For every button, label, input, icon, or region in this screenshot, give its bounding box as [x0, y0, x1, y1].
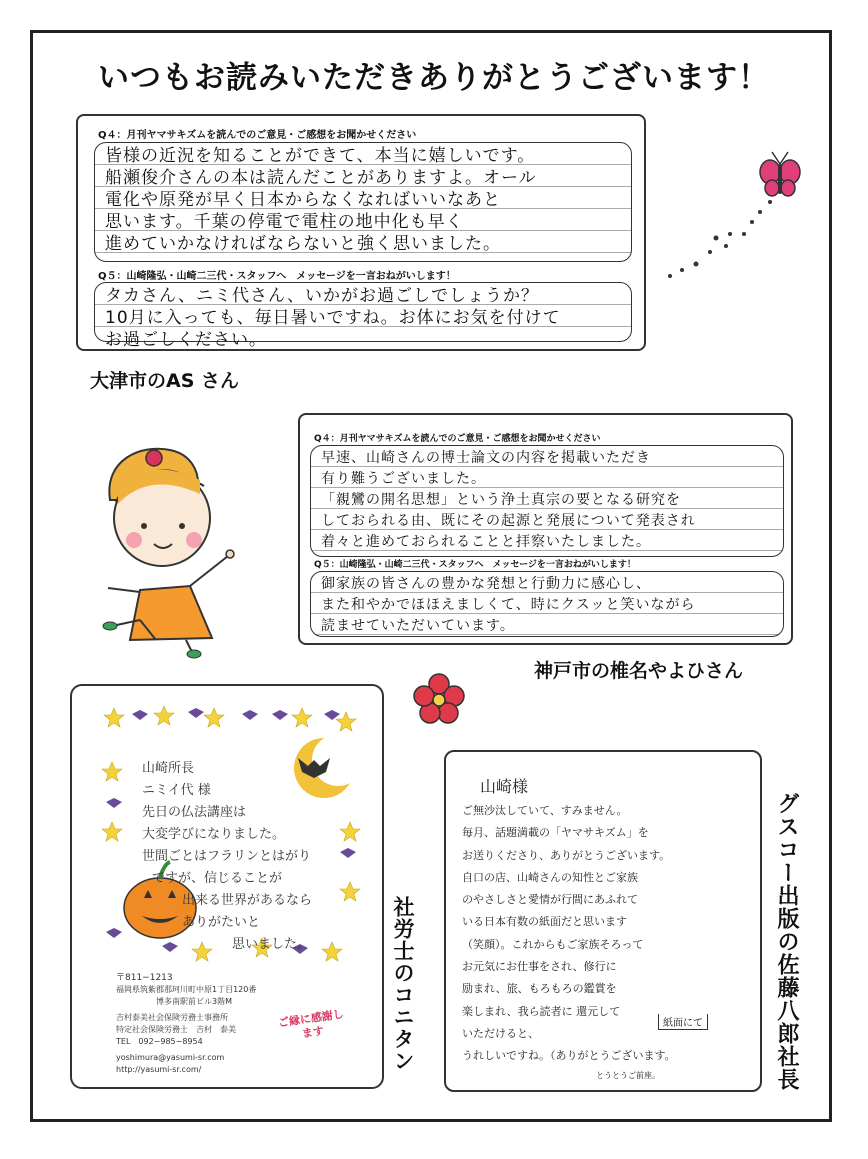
answer-line: 早速、山崎さんの博士論文の内容を掲載いただき — [321, 450, 651, 466]
answer-line: 有り難うございました。 — [321, 471, 486, 487]
answer-line: 思います。千葉の停電で電柱の地中化も早く — [105, 212, 464, 232]
postal-code: 〒811−1213 — [116, 973, 173, 983]
caption-kobe: 神戸市の椎名やよひさん — [534, 660, 744, 682]
hand-line: いる日本有数の紙面だと思います — [462, 915, 627, 929]
answer-line: 進めていかなければならないと強く思いました。 — [105, 234, 501, 254]
q4-answer — [310, 445, 784, 557]
thanks-stamp: ご縁に感謝します — [277, 1007, 345, 1041]
girl-illustration — [100, 440, 270, 660]
answer-line: 10月に入っても、毎日暑いですね。お体にお気を付けて — [105, 308, 561, 328]
answer-line: 読ませていただいています。 — [321, 618, 515, 634]
address-line: 福岡県筑紫郡那珂川町中原1丁目120番 — [116, 985, 257, 994]
hand-line: 思いました。 — [232, 937, 311, 952]
butterfly-trail — [668, 200, 772, 278]
q5-label: Q５：山崎隆弘・山崎二三代・スタッフへ メッセージを一言おねがいします！ — [314, 560, 636, 570]
q5-answer — [310, 571, 784, 637]
q4-answer — [94, 142, 632, 262]
answer-line: 「親鸞の開名思想」という浄土真宗の要となる研究を — [321, 492, 681, 508]
letter-insert: 紙面にて — [658, 1014, 708, 1030]
hand-line: 山崎所長 — [142, 761, 195, 776]
caption-letter: グスコー出版の佐藤八郎社長 — [774, 792, 799, 1091]
card-letter — [444, 750, 762, 1092]
butterfly-icon — [660, 150, 810, 290]
hand-line: ありがたいと — [182, 915, 261, 930]
answer-line: しておられる由、既にその起源と発展について発表され — [321, 513, 696, 529]
hand-line: ですが、信じることが — [152, 871, 283, 886]
page-title: いつもお読みいただきありがとうございます！ — [98, 60, 770, 96]
hand-line: （笑顔）。これからもご家族そろって — [462, 937, 644, 951]
hand-line: お元気にお仕事をされ、修行に — [462, 960, 617, 974]
answer-line: タカさん、ニミ代さん、いかがお過ごしでしょうか？ — [105, 286, 540, 306]
q5-label: Q５：山崎隆弘・山崎二三代・スタッフへ メッセージを一言おねがいします！ — [98, 271, 456, 282]
q5-answer — [94, 282, 632, 350]
flower-icon — [412, 672, 466, 726]
caption-otsu: 大津市のAS さん — [90, 370, 240, 392]
q4-label: Q４：月刊ヤマサキズムを読んでのご意見・ご感想をお聞かせください — [314, 434, 601, 444]
hand-line: 山崎様 — [480, 777, 529, 796]
answer-line: 船瀬俊介さんの本は読んだことがありますよ。オール — [105, 168, 537, 188]
owner-name: 特定社会保険労務士 吉村 泰美 — [116, 1025, 236, 1034]
hand-line: 出来る世界があるなら — [182, 893, 313, 908]
answer-line: また和やかでほほえましくて、時にクスッと笑いながら — [321, 597, 696, 613]
card-otsu — [76, 114, 646, 351]
hand-line: ご無沙汰していて、すみません。 — [462, 804, 628, 817]
address-line: 博多南駅前ビル3階M — [156, 997, 232, 1006]
card-postcard — [70, 684, 384, 1089]
hand-line: ニミイ代 様 — [142, 783, 211, 798]
q4-label: Q４：月刊ヤマサキズムを読んでのご意見・ご感想をお聞かせください — [98, 130, 417, 141]
caption-postcard: 社労士のコニタン — [391, 896, 415, 1072]
letter-signature: とうとうご前座。 — [596, 1071, 660, 1080]
office-name: 吉村泰美社会保険労務士事務所 — [116, 1013, 228, 1022]
postcard-address — [116, 972, 256, 1076]
email: yoshimura@yasumi-sr.com — [116, 1053, 225, 1062]
card-kobe — [298, 413, 793, 645]
hand-line: 先日の仏法講座は — [142, 805, 247, 820]
hand-line: いただけると、 — [462, 1026, 539, 1040]
hand-line: お送りくださり、ありがとうございます。 — [462, 848, 671, 862]
hand-line: 励まれ、旅、もろもろの鑑賞を — [462, 982, 617, 996]
hand-line: 自口の店、山崎さんの知性とご家族 — [462, 870, 638, 884]
postcard-handwriting — [142, 758, 362, 956]
butterfly-body — [760, 152, 800, 196]
hand-line: のやさしさと愛情が行間にあふれて — [462, 893, 638, 907]
phone: TEL 092−985−8954 — [116, 1037, 203, 1046]
hand-line: 大変学びになりました。 — [142, 827, 286, 842]
answer-line: 着々と進めておられることと拝察いたしました。 — [321, 534, 651, 550]
hand-line: 毎月、話題満載の「ヤマサキズム」を — [462, 826, 649, 840]
hand-line: うれしいですね。（ありがとうございます。 — [462, 1049, 676, 1063]
answer-line: 皆様の近況を知ることができて、本当に嬉しいです。 — [105, 146, 536, 166]
hand-line: 楽しまれ、我ら読者に 還元して — [462, 1004, 621, 1018]
website: http://yasumi-sr.com/ — [116, 1065, 202, 1074]
answer-line: お過ごしください。 — [105, 330, 267, 350]
answer-line: 電化や原発が早く日本からなくなればいいなあと — [105, 190, 501, 210]
hand-line: 世間ごとはフラリンとはがり — [142, 849, 312, 864]
answer-line: 御家族の皆さんの豊かな発想と行動力に感心し、 — [321, 576, 651, 592]
letter-handwriting — [462, 774, 758, 1068]
